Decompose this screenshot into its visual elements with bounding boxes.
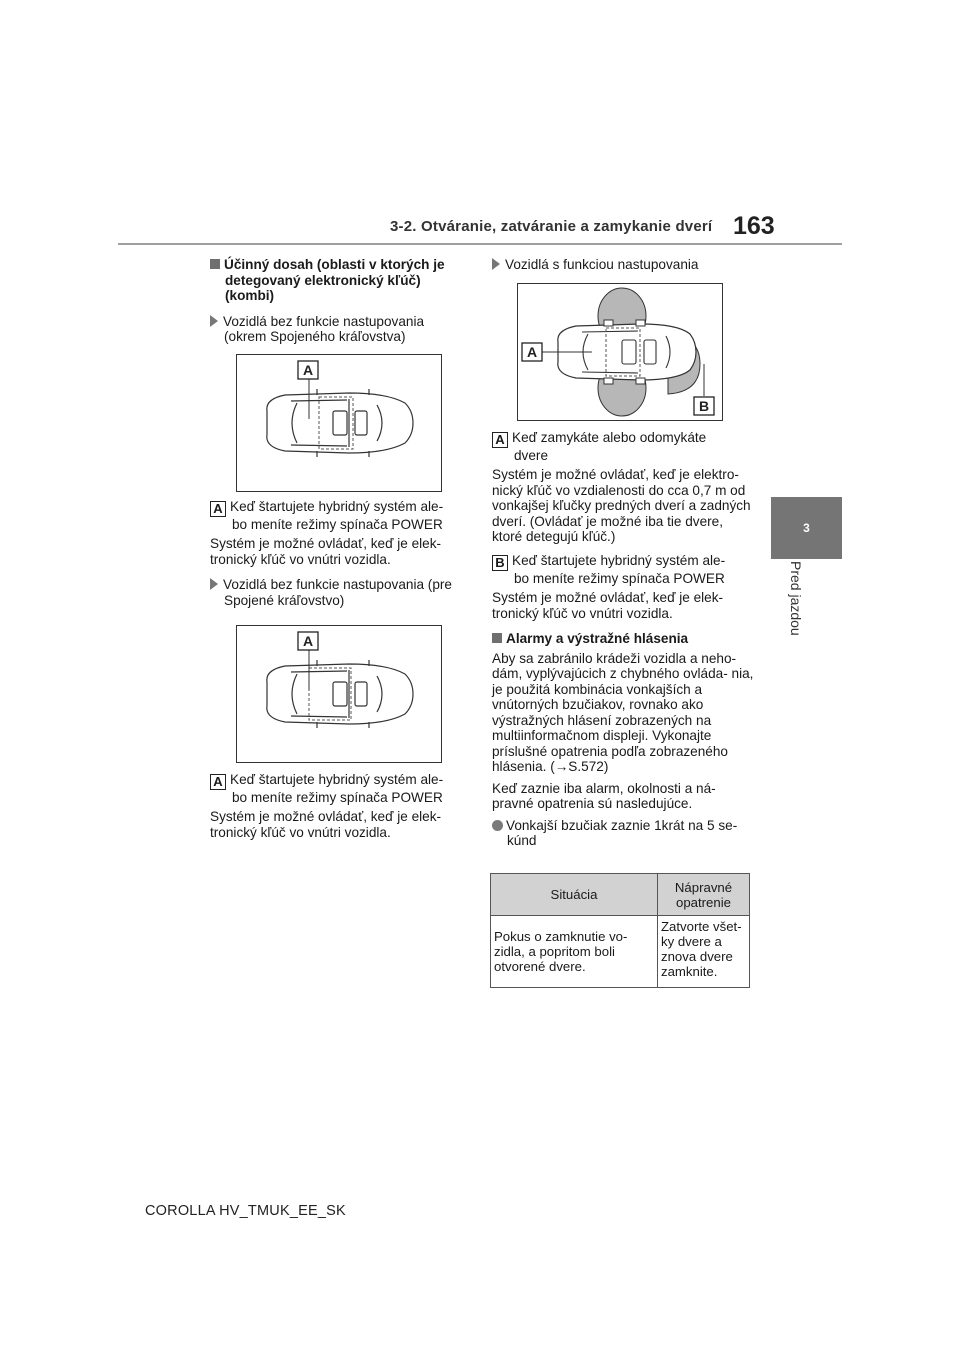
label-box-a: A	[492, 432, 508, 448]
alarm-bullet: Vonkajší bzučiak zaznie 1krát na 5 se- kúnd	[492, 818, 754, 849]
table-row	[491, 916, 750, 988]
chapter-tab[interactable]	[771, 497, 842, 559]
legend-a-text: Systém je možné ovládať, keď je elek- tronický kľúč vo vnútri vozidla.	[210, 809, 442, 840]
triangle-bullet-icon	[210, 315, 218, 327]
page-number: 163	[733, 212, 775, 240]
legend-a-line1: Keď zamykáte alebo odomykáte	[512, 430, 707, 445]
figure-label-a: A	[302, 362, 314, 378]
legend-a-line1: Keď štartujete hybridný systém ale-	[230, 499, 444, 514]
legend-a-line2: bo meníte režimy spínača POWER	[232, 516, 443, 532]
right-column-body	[492, 430, 754, 849]
label-box-a: A	[210, 774, 226, 790]
legend-b-text: Systém je možné ovládať, keď je elek- tronický kľúč vo vnútri vozidla.	[492, 590, 724, 621]
figure-car-range-1	[236, 354, 442, 492]
section-heading-alarms: Alarmy a výstražné hlásenia	[492, 631, 754, 647]
left-column-legend-1	[210, 499, 465, 608]
table-cell-action: Zatvorte všet- ky dvere a znova dvere zamknite.	[658, 916, 750, 988]
section-title: 3-2. Otváranie, zatváranie a zamykanie dverí	[390, 218, 713, 235]
figure-car-range-entry	[517, 283, 723, 421]
chapter-title: Pred jazdou	[788, 561, 804, 636]
figure-label-a: A	[526, 344, 538, 360]
label-box-a: A	[210, 501, 226, 517]
figure-label-b: B	[698, 398, 710, 414]
circle-bullet-icon	[492, 820, 503, 831]
item-title-entry-function: Vozidlá s funkciou nastupovania	[492, 257, 754, 273]
left-column	[210, 257, 465, 345]
section-heading-effective-range: Účinný dosah (oblasti v ktorých je detegovaný elektronický kľúč) (kombi)	[210, 257, 465, 304]
legend-b-line1: Keď štartujete hybridný systém ale-	[512, 552, 726, 568]
table-cell-situation: Pokus o zamknutie vo- zidla, a popritom boli otvorené dvere.	[491, 916, 658, 988]
item-title-no-entry-except-uk: Vozidlá bez funkcie nastupovania (okrem Spojeného kráľovstva)	[210, 314, 465, 345]
alarm-table	[490, 873, 750, 988]
legend-a-text: Systém je možné ovládať, keď je elektro- nický kľúč vo vzdialenosti do cca 0,7 m od vonkajšej kľučky predných dverí a zadných dverí. (Ovládať je možné iba tie dvere, ktoré detegujú kľúč.)	[492, 467, 751, 545]
document-id: COROLLA HV_TMUK_EE_SK	[145, 1203, 346, 1219]
legend-a-line2: dvere	[514, 447, 549, 463]
legend-a-line2: bo meníte režimy spínača POWER	[232, 789, 443, 805]
triangle-bullet-icon	[210, 578, 218, 590]
figure-car-range-2	[236, 625, 442, 763]
figure-label-a: A	[302, 633, 314, 649]
label-box-b: B	[492, 555, 508, 571]
legend-a-line1: Keď štartujete hybridný systém ale-	[230, 772, 444, 787]
table-header-situation: Situácia	[491, 874, 658, 916]
alarms-paragraph-2: Keď zaznie iba alarm, okolnosti a ná- pravné opatrenia sú nasledujúce.	[492, 780, 716, 811]
legend-a-text: Systém je možné ovládať, keď je elek- tronický kľúč vo vnútri vozidla.	[210, 536, 442, 567]
square-bullet-icon	[492, 633, 502, 643]
table-header-row	[491, 874, 750, 916]
right-column	[492, 257, 754, 273]
chapter-title-vertical	[786, 561, 810, 661]
item-title-no-entry-uk: Vozidlá bez funkcie nastupovania (pre Spojené kráľovstvo)	[210, 577, 465, 608]
left-column-legend-2	[210, 772, 465, 840]
square-bullet-icon	[210, 259, 220, 269]
legend-b-line2: bo meníte režimy spínača POWER	[514, 570, 725, 586]
table-header-action: Nápravné opatrenie	[658, 874, 750, 916]
header-divider	[118, 243, 842, 245]
triangle-bullet-icon	[492, 258, 500, 270]
chapter-number: 3	[803, 521, 810, 535]
alarms-paragraph: Aby sa zabránilo krádeži vozidla a neho- dám, vyplývajúcich z chybného ovláda- nia, je použitá kombinácia vonkajších a vnútorných bzučiakov, rovnako ako výstražných hlásení zobrazených na multiinformačnom displeji. Vykonajte príslušné opatrenia podľa zobrazeného hlásenia. (→S.572)	[492, 650, 754, 774]
